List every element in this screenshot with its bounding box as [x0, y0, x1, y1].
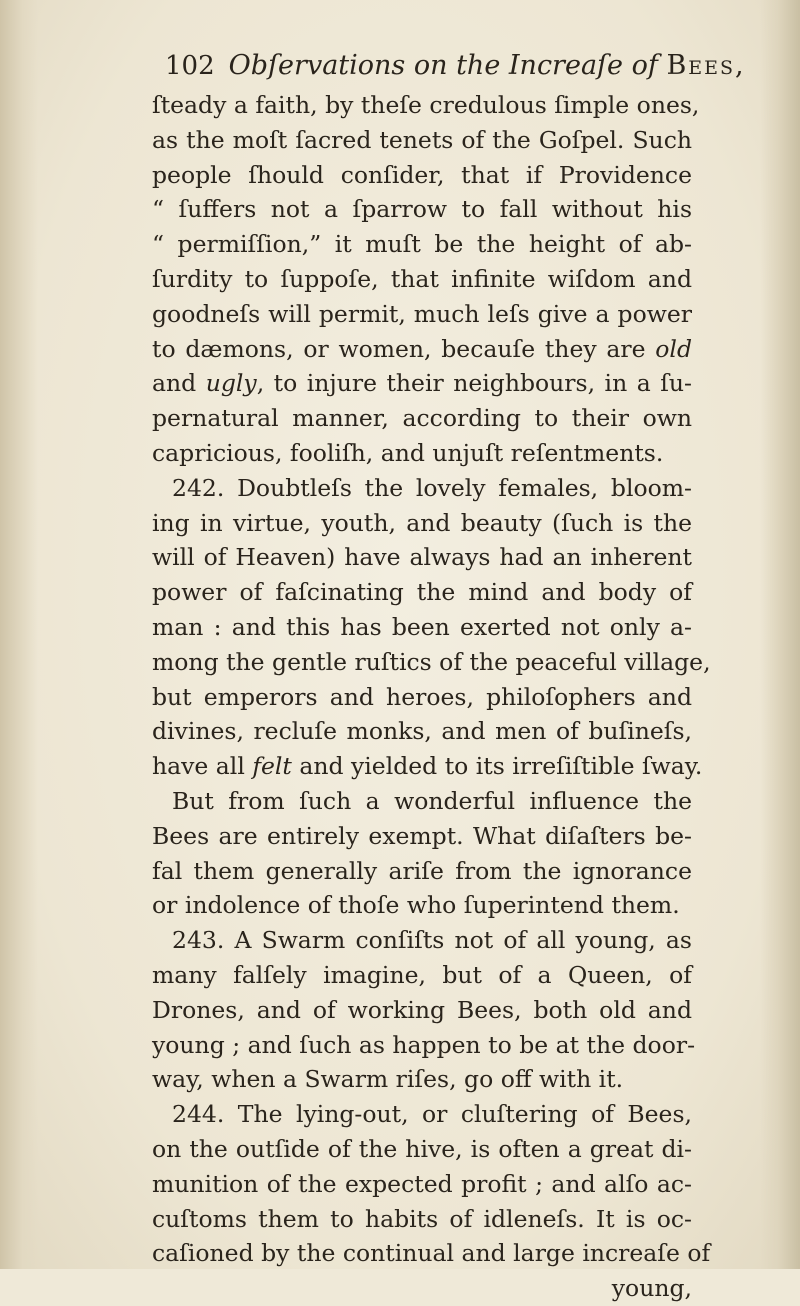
- page-gutter-shadow: [0, 0, 38, 1269]
- text-line: [152, 366, 692, 401]
- text-line: cuſtoms them to habits of idleneſs. It is oc-: [152, 1204, 692, 1233]
- text-line: but emperors and heroes, philoſophers and: [152, 682, 692, 711]
- page-edge-shadow: [760, 0, 800, 1269]
- text-line: munition of the expected profit ; and alſo ac-: [152, 1169, 692, 1198]
- text-line: goodneſs will permit, much leſs give a power: [152, 299, 692, 328]
- paragraph-end-line: capricious, fooliſh, and unjuſt reſentments.: [152, 438, 664, 467]
- text-line: “ ſuffers not a ſparrow to fall without his: [152, 195, 692, 224]
- text-run: , to injure their neighbours, in a ſu-: [256, 369, 692, 398]
- text-line: But from ſuch a wonderful influence the: [172, 786, 692, 815]
- text-run: and: [152, 369, 206, 398]
- text-line: man : and this has been exerted not only a-: [152, 612, 692, 641]
- paragraph-243-start: 243. A Swarm conſiſts not of all young, as: [172, 926, 692, 955]
- paragraph-end-line: or indolence of thoſe who ſuperintend them.: [152, 891, 680, 920]
- running-head-subject: Bees,: [666, 50, 746, 81]
- italic-word: old: [655, 334, 692, 363]
- page-number: 102: [165, 51, 215, 81]
- text-line: ing in virtue, youth, and beauty (ſuch is the: [152, 508, 692, 537]
- text-run: to dæmons, or women, becauſe they are: [152, 334, 656, 363]
- text-run: have all: [152, 752, 253, 781]
- paragraph-244-start: 244. The lying-out, or cluſtering of Bees,: [172, 1100, 692, 1129]
- text-run: and yielded to its irreſiſtible ſway.: [291, 752, 703, 781]
- running-header: [165, 44, 746, 88]
- paragraph-242-start: 242. Doubtleſs the lovely females, bloom-: [172, 473, 692, 502]
- text-line: mong the gentle ruſtics of the peaceful village,: [152, 647, 711, 676]
- text-line: Bees are entirely exempt. What diſaſters be-: [152, 821, 692, 850]
- body-text: [152, 88, 711, 1306]
- text-line: young ; and ſuch as happen to be at the door-: [152, 1030, 696, 1059]
- text-line: “ permiſſion,” it muſt be the height of ab-: [152, 230, 692, 259]
- text-line: as the moſt ſacred tenets of the Goſpel. Such: [152, 125, 692, 154]
- text-line: Drones, and of working Bees, both old and: [152, 995, 692, 1024]
- paragraph-end-line: way, when a Swarm riſes, go off with it.: [152, 1065, 624, 1094]
- text-line: power of faſcinating the mind and body of: [152, 578, 692, 607]
- text-line: people ſhould conſider, that if Providence: [152, 160, 692, 189]
- catchword: young,: [611, 1274, 692, 1303]
- text-line: ſurdity to ſuppoſe, that infinite wiſdom and: [152, 264, 692, 293]
- text-line: ſteady a faith, by theſe credulous ſimple ones,: [152, 91, 700, 119]
- text-line: pernatural manner, according to their own: [152, 404, 692, 433]
- text-line: caſioned by the continual and large increaſe of: [152, 1239, 711, 1268]
- italic-word: ugly: [205, 369, 257, 398]
- italic-word: felt: [252, 752, 292, 781]
- text-line: many falſely imagine, but of a Queen, of: [152, 960, 692, 989]
- text-line: fal them generally ariſe from the ignorance: [152, 856, 692, 885]
- running-title: Obſervations on the Increaſe of: [228, 50, 658, 81]
- text-line: on the outſide of the hive, is often a great di-: [152, 1134, 692, 1163]
- text-line: will of Heaven) have always had an inherent: [152, 543, 692, 572]
- text-line: [152, 332, 692, 367]
- text-line: [152, 749, 703, 784]
- text-line: divines, recluſe monks, and men of buſineſs,: [152, 717, 692, 746]
